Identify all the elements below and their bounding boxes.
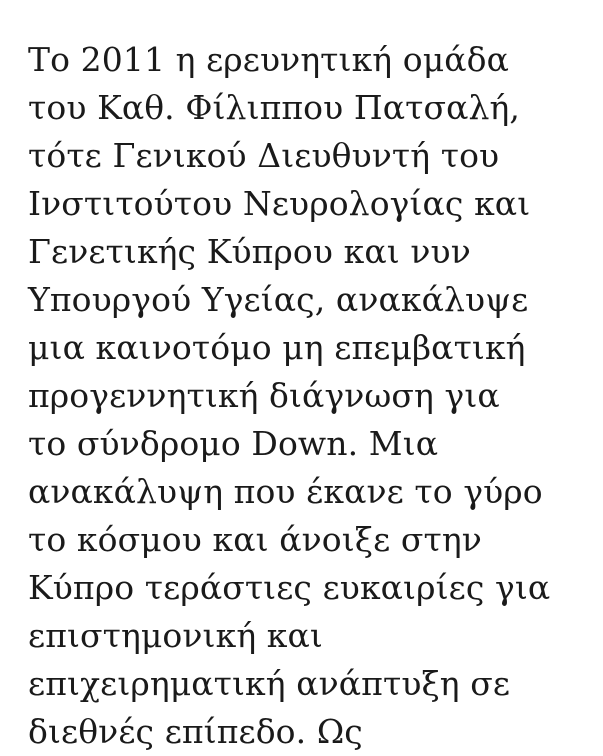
- text-line: Γενετικής Κύπρου και νυν: [28, 232, 471, 271]
- text-line: ανακάλυψη που έκανε το γύρο: [28, 472, 543, 511]
- text-line: διεθνές επίπεδο. Ως: [28, 712, 363, 751]
- article-text: [28, 36, 598, 752]
- text-line: το κόσμου και άνοιξε στην: [28, 520, 482, 559]
- text-line: επιστημονική και: [28, 616, 323, 655]
- text-line: του Καθ. Φίλιππου Πατσαλή,: [28, 88, 521, 127]
- text-line: τότε Γενικού Διευθυντή του: [28, 136, 500, 175]
- text-line: Το 2011 η ερευνητική ομάδα: [28, 40, 510, 79]
- text-line: επιχειρηματική ανάπτυξη σε: [28, 664, 511, 703]
- text-line: προγεννητική διάγνωση για: [28, 376, 500, 415]
- text-line: Ινστιτούτου Νευρολογίας και: [28, 184, 531, 223]
- text-line: το σύνδρομο Down. Μια: [28, 424, 439, 463]
- text-line: Κύπρο τεράστιες ευκαιρίες για: [28, 568, 551, 607]
- text-line: μια καινοτόμο μη επεμβατική: [28, 328, 526, 367]
- text-line: Υπουργού Υγείας, ανακάλυψε: [28, 280, 529, 319]
